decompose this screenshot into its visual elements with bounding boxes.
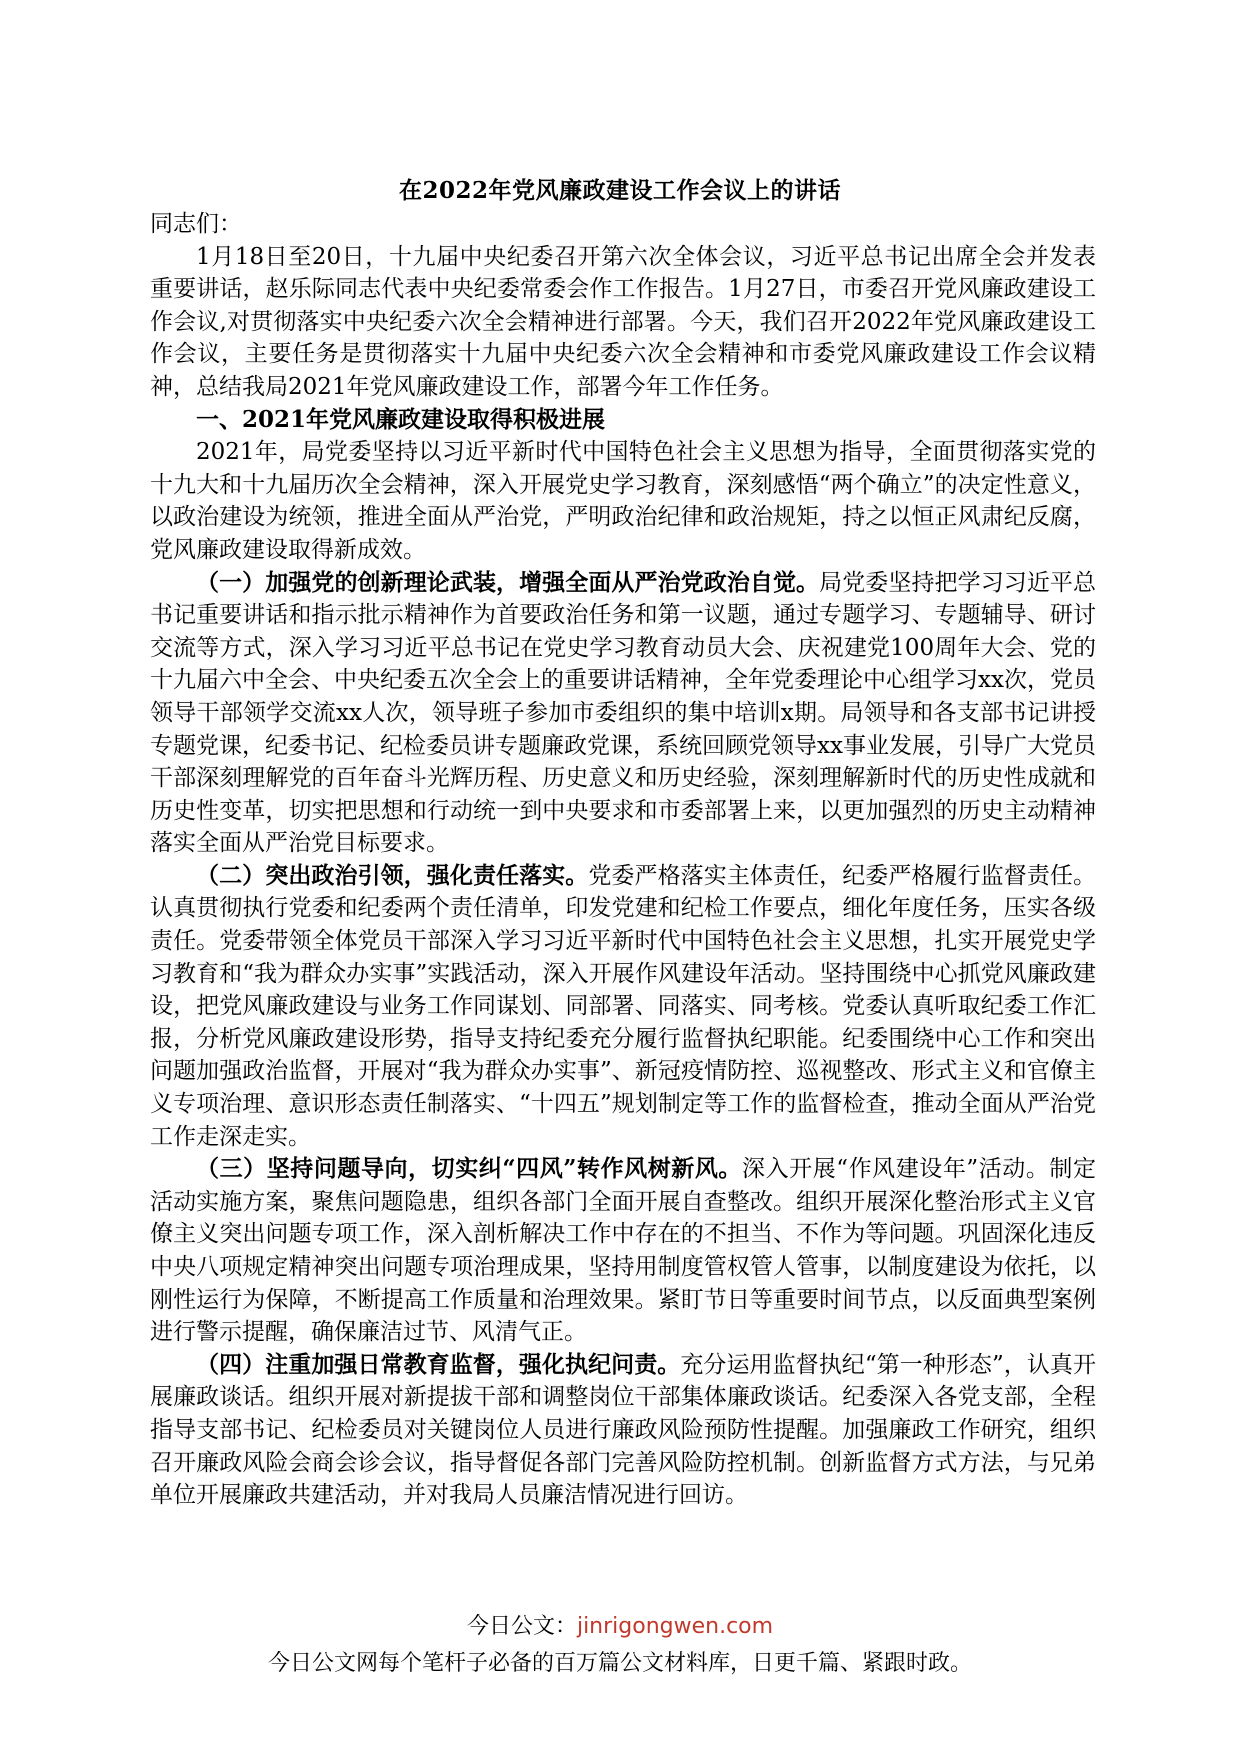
subsection-body-3: 深入开展“作风建设年”活动。制定活动实施方案，聚焦问题隐患，组织各部门全面开展自查整改。组织开展深化整治形式主义官僚主义突出问题专项工作，深入剖析解决工作中存在的不担当、不作为等问题。巩固深化违反中央八项规定精神突出问题专项治理成果，坚持用制度管权管人管事，以制度建设为依托，以刚性运行为保障，不断提高工作质量和治理效果。紧盯节日等重要时间节点，以反面典型案例进行警示提醒，确保廉洁过节、风清气正。 [150,1156,1096,1346]
footer-link[interactable]: jinrigongwen.com [576,1614,774,1639]
subsection-body-4: 充分运用监督执纪“第一种形态”，认真开展廉政谈话。组织开展对新提拔干部和调整岗位干部集体廉政谈话。纪委深入各党支部，全程指导支部书记、纪检委员对关键岗位人员进行廉政风险预防性提醒。加强廉政工作研究，组织召开廉政风险会商会诊会议，指导督促各部门完善风险防控机制。创新监督方式方法，与兄弟单位开展廉政共建活动，并对我局人员廉洁情况进行回访。 [150,1351,1096,1509]
footer-slogan: 今日公文网每个笔杆子必备的百万篇公文材料库，日更千篇、紧跟时政。 [267,1651,972,1676]
paragraph-intro: 1月18日至20日，十九届中央纪委召开第六次全体会议，习近平总书记出席全会并发表重要讲话，赵乐际同志代表中央纪委常委会作工作报告。1月27日，市委召开党风廉政建设工作会议,对贯彻落实中央纪委六次全会精神进行部署。今天，我们召开2022年党风廉政建设工作会议，主要任务是贯彻落实十九届中央纪委六次全会精神和市委党风廉政建设工作会议精神，总结我局2021年党风廉政建设工作，部署今年工作任务。 [150,243,1096,400]
paragraph-section-1 [150,567,1096,860]
footer [0,1609,1240,1677]
greeting: 同志们： [150,211,242,237]
footer-site [0,1609,1240,1640]
subsection-heading-2: （二）突出政治引领，强化责任落实。 [196,861,589,889]
subsection-body-1: 局党委坚持把学习习近平总书记重要讲话和指示批示精神作为首要政治任务和第一议题，通过专题学习、专题辅导、研讨交流等方式，深入学习习近平总书记在党史学习教育动员大会、庆祝建党100周年大会、党的十九届六中全会、中央纪委五次全会上的重要讲话精神，全年党委理论中心组学习xx次，党员领导干部领学交流xx人次，领导班子参加市委组织的集中培训x期。局领导和各支部书记讲授专题党课，纪委书记、纪检委员讲专题廉政党课，系统回顾党领导xx事业发展，引导广大党员干部深刻理解党的百年奋斗光辉历程、历史意义和历史经验，深刻理解新时代的历史性成就和历史性变革，切实把思想和行动统一到中央要求和市委部署上来，以更加强烈的历史主动精神落实全面从严治党目标要求。 [150,569,1097,857]
paragraph-section-4 [150,1349,1096,1512]
section-heading: 一、2021年党风廉政建设取得积极进展 [196,405,606,433]
document-body [150,208,1096,1512]
footer-label: 今日公文： [466,1614,577,1639]
paragraph-overview: 2021年，局党委坚持以习近平新时代中国特色社会主义思想为指导，全面贯彻落实党的十九大和十九届历次全会精神，深入开展党史学习教育，深刻感悟“两个确立”的决定性意义，以政治建设为统领，推进全面从严治党，严明政治纪律和政治规矩，持之以恒正风肃纪反腐，党风廉政建设取得新成效。 [150,439,1096,563]
subsection-body-2: 党委严格落实主体责任，纪委严格履行监督责任。认真贯彻执行党委和纪委两个责任清单，印发党建和纪检工作要点，细化年度任务，压实各级责任。党委带领全体党员干部深入学习习近平新时代中国特色社会主义思想，扎实开展党史学习教育和“我为群众办实事”实践活动，深入开展作风建设年活动。坚持围绕中心抓党风廉政建设，把党风廉政建设与业务工作同谋划、同部署、同落实、同考核。党委认真听取纪委工作汇报，分析党风廉政建设形势，指导支持纪委充分履行监督执纪职能。纪委围绕中心工作和突出问题加强政治监督，开展对“我为群众办实事”、新冠疫情防控、巡视整改、形式主义和官僚主义专项治理、意识形态责任制落实、“十四五”规划制定等工作的监督检查，推动全面从严治党工作走深走实。 [150,862,1097,1150]
paragraph-section-2 [150,860,1096,1153]
subsection-heading-1: （一）加强党的创新理论武装，增强全面从严治党政治自觉。 [196,568,820,596]
subsection-heading-3: （三）坚持问题导向，切实纠“四风”转作风树新风。 [196,1155,742,1183]
subsection-heading-4: （四）注重加强日常教育监督，强化执纪问责。 [196,1350,681,1378]
document-title: 在2022年党风廉政建设工作会议上的讲话 [398,177,841,204]
paragraph-section-3 [150,1153,1096,1349]
